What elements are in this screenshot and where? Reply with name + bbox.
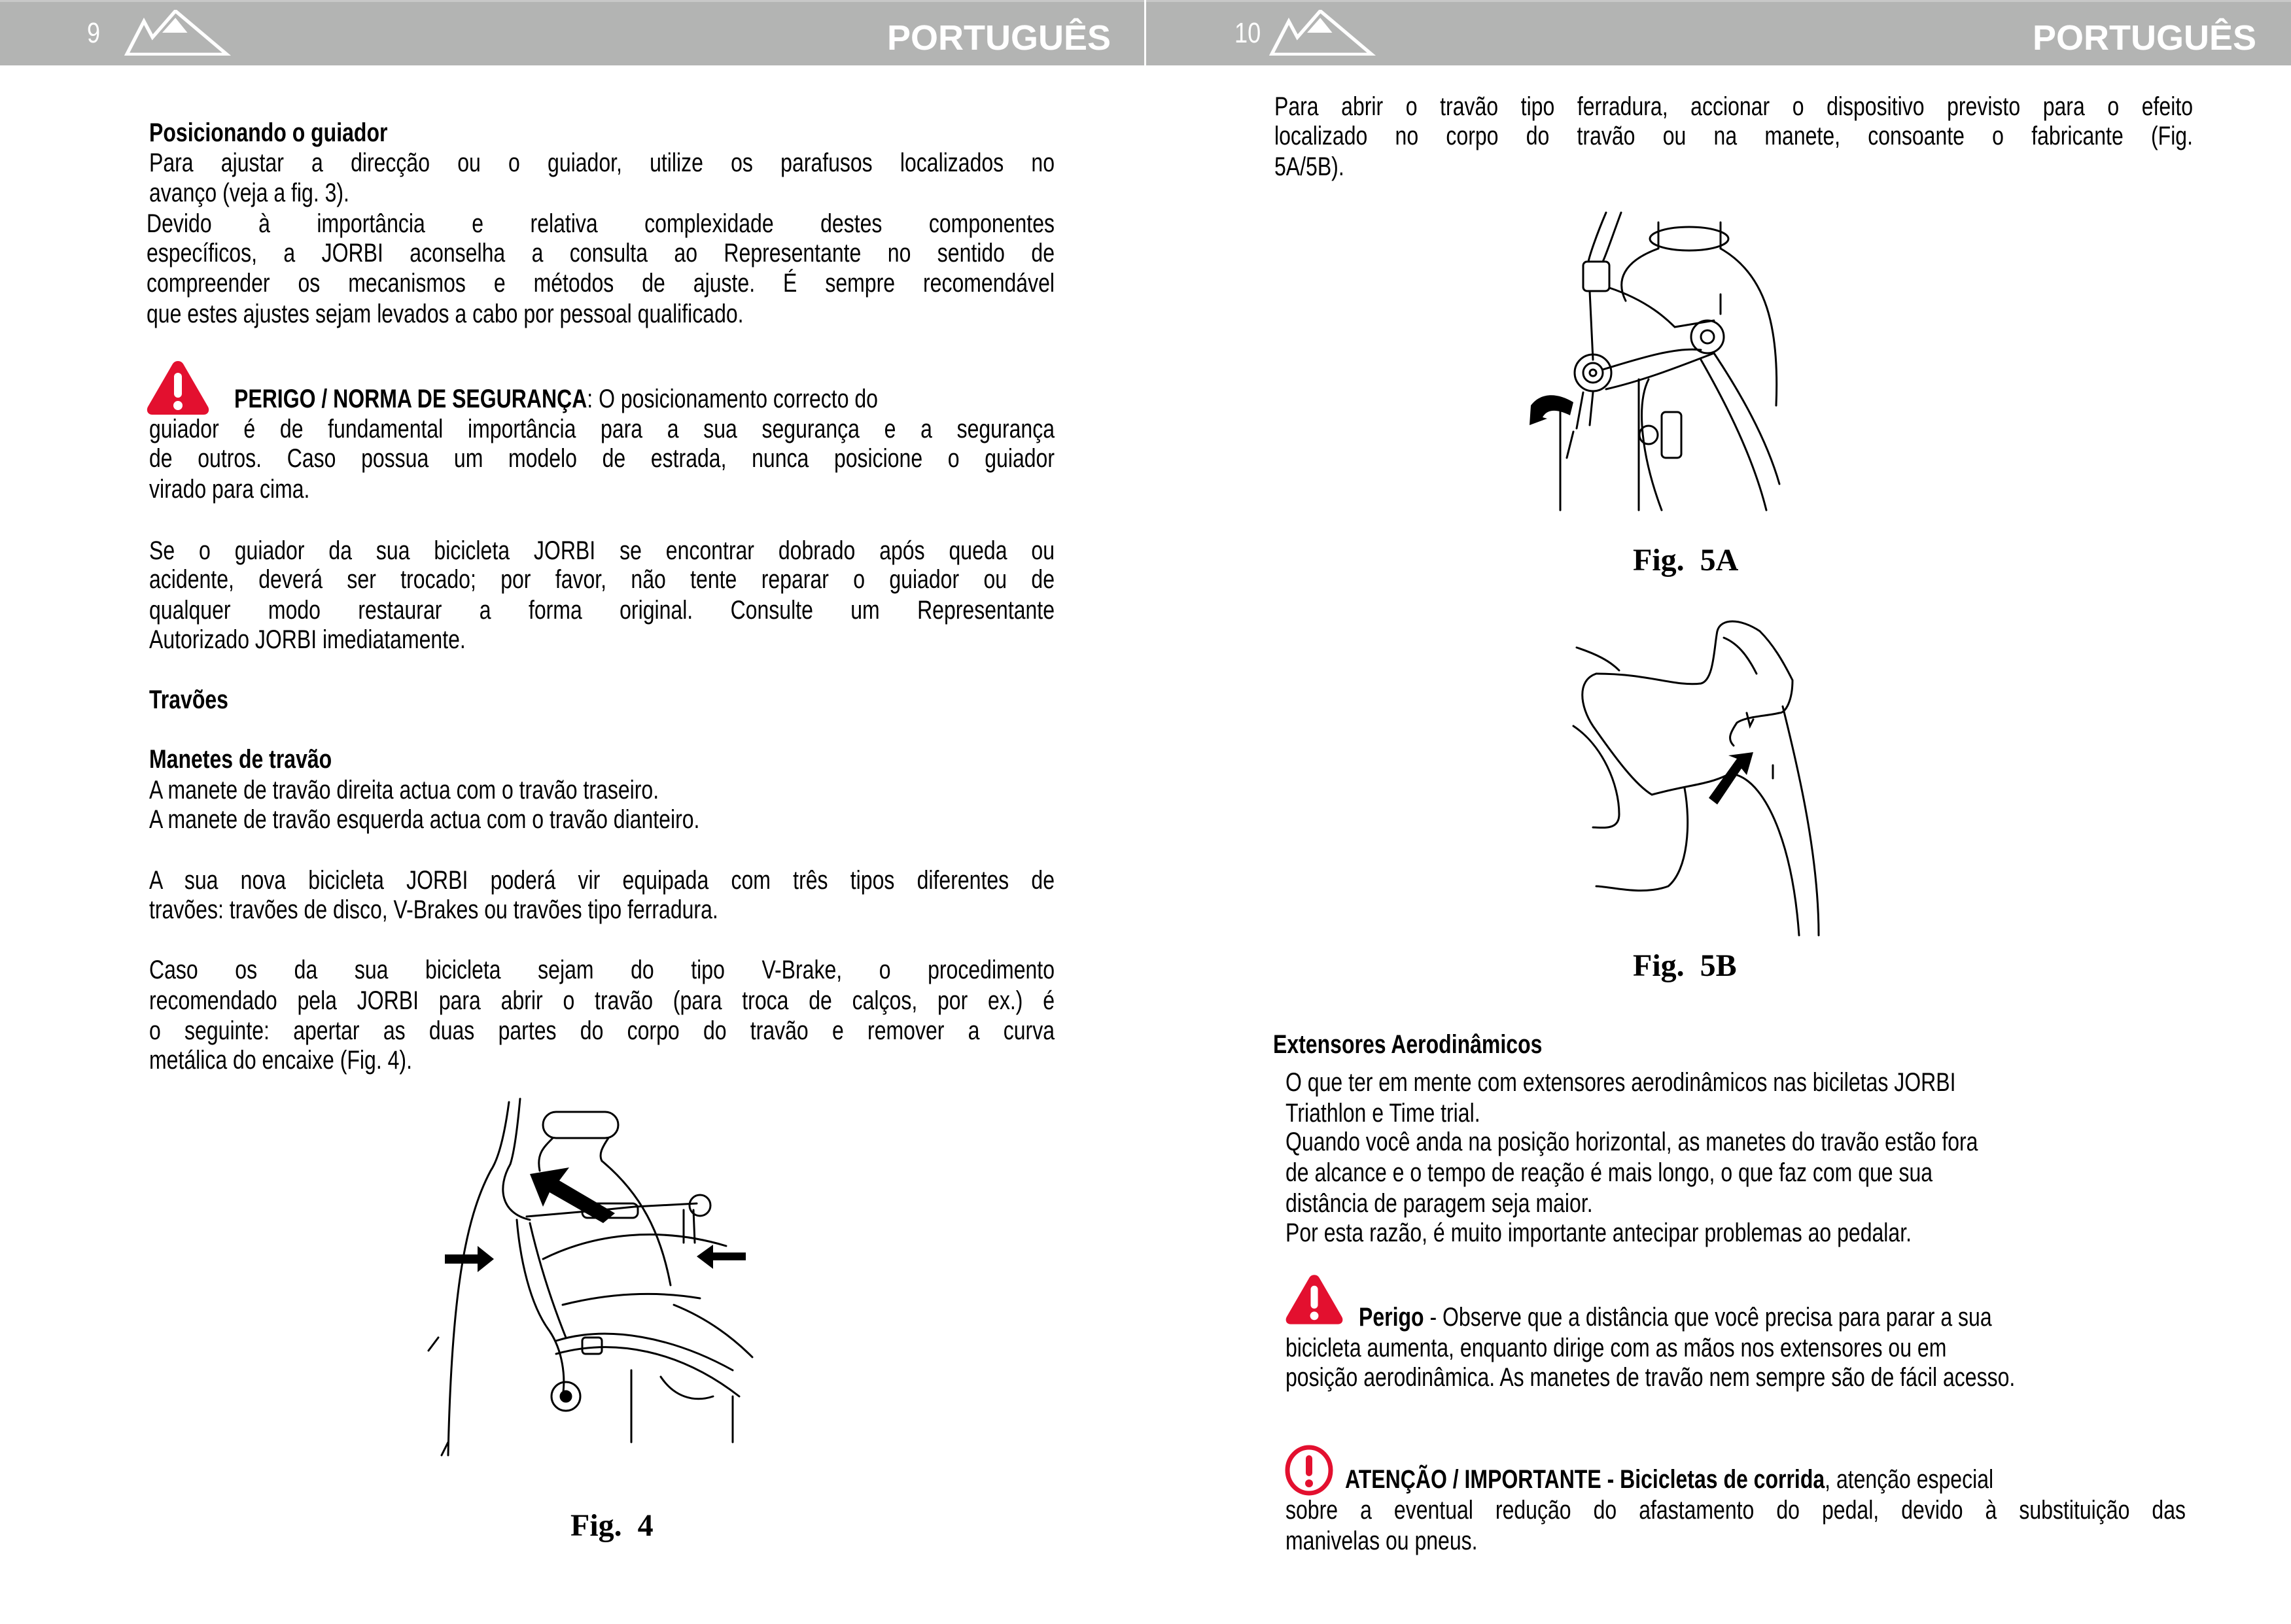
- attention-circle-icon: [1284, 1444, 1334, 1496]
- figure-5a-caliper-brake-illustration: [1505, 209, 1832, 523]
- paragraph-line: Devido à importância e relativa complexidade destes componentes: [147, 209, 1055, 238]
- paragraph-line: guiador é de fundamental importância para a sua segurança e a segurança: [149, 415, 1055, 443]
- paragraph-line: avanço (veja a fig. 3).: [149, 179, 349, 207]
- paragraph-line: posição aerodinâmica. As manetes de travão nem sempre são de fácil acesso.: [1285, 1363, 2016, 1392]
- header-language-label: PORTUGUÊS: [887, 18, 1111, 58]
- paragraph-line: manivelas ou pneus.: [1285, 1527, 1478, 1555]
- paragraph-line: A sua nova bicicleta JORBI poderá vir equipada com três tipos diferentes de: [149, 866, 1055, 895]
- danger-first-line: [234, 384, 878, 414]
- mountain-logo-icon: [1269, 10, 1377, 56]
- paragraph-line: 5A/5B).: [1274, 152, 1344, 181]
- paragraph-line: compreender os mecanismos e métodos de ajuste. É sempre recomendável: [147, 269, 1055, 298]
- header-language-label: PORTUGUÊS: [2033, 18, 2257, 58]
- paragraph-line: travões: travões de disco, V-Brakes ou travões tipo ferradura.: [149, 895, 718, 924]
- danger-text: : O posicionamento correcto do: [587, 385, 878, 413]
- atencao-first-line: [1345, 1464, 1993, 1494]
- section-heading: Manetes de travão: [149, 745, 332, 774]
- paragraph-line: A manete de travão esquerda actua com o travão dianteiro.: [149, 805, 700, 834]
- paragraph-line: de outros. Caso possua um modelo de estrada, nunca posicione o guiador: [149, 444, 1055, 473]
- perigo-first-line: [1359, 1302, 1992, 1332]
- figure-caption: Fig. 5A: [1633, 543, 1739, 578]
- figure-4-v-brake-illustration: [425, 1089, 765, 1488]
- paragraph-line: A manete de travão direita actua com o travão traseiro.: [149, 776, 659, 804]
- paragraph-line: Triathlon e Time trial.: [1285, 1099, 1480, 1128]
- paragraph-line: acidente, deverá ser trocado; por favor, não tente reparar o guiador ou de: [149, 565, 1055, 594]
- paragraph-line: virado para cima.: [149, 475, 310, 504]
- section-heading: Extensores Aerodinâmicos: [1273, 1030, 1543, 1059]
- paragraph-line: qualquer modo restaurar a forma original. Consulte um Representante: [149, 596, 1055, 625]
- paragraph-line: metálica do encaixe (Fig. 4).: [149, 1046, 412, 1075]
- danger-warning-icon: [1284, 1272, 1344, 1326]
- perigo-label: Perigo: [1359, 1303, 1424, 1332]
- paragraph-line: bicicleta aumenta, enquanto dirige com as mãos nos extensores ou em: [1285, 1334, 1947, 1362]
- paragraph-line: de alcance e o tempo de reação é mais longo, o que faz com que sua: [1285, 1158, 1933, 1187]
- page-number: 10: [1234, 17, 1261, 49]
- mountain-logo-icon: [124, 10, 232, 56]
- paragraph-line: Se o guiador da sua bicicleta JORBI se encontrar dobrado após queda ou: [149, 536, 1055, 565]
- atencao-label: ATENÇÃO / IMPORTANTE - Bicicletas de corrida: [1345, 1465, 1825, 1494]
- paragraph-line: o seguinte: apertar as duas partes do corpo do travão e remover a curva: [149, 1016, 1055, 1045]
- paragraph-line: Autorizado JORBI imediatamente.: [149, 625, 466, 654]
- paragraph-line: Quando você anda na posição horizontal, as manetes do travão estão fora: [1285, 1128, 1978, 1156]
- paragraph-line: O que ter em mente com extensores aerodinâmicos nas biciletas JORBI: [1285, 1068, 1956, 1097]
- perigo-text: - Observe que a distância que você precisa para parar a sua: [1424, 1303, 1992, 1332]
- danger-label: PERIGO / NORMA DE SEGURANÇA: [234, 385, 587, 413]
- paragraph-line: distância de paragem seja maior.: [1285, 1189, 1593, 1218]
- paragraph-line: sobre a eventual redução do afastamento do pedal, devido à substituição das: [1285, 1496, 2186, 1525]
- paragraph-line: recomendado pela JORBI para abrir o travão (para troca de calços, por ex.) é: [149, 986, 1055, 1015]
- atencao-text: , atenção especial: [1825, 1465, 1994, 1494]
- paragraph-line: Caso os da sua bicicleta sejam do tipo V-Brake, o procedimento: [149, 956, 1055, 984]
- figure-caption: Fig. 5B: [1633, 948, 1737, 983]
- paragraph-line: específicos, a JORBI aconselha a consulta ao Representante no sentido de: [147, 239, 1055, 268]
- danger-warning-icon: [145, 358, 211, 416]
- paragraph-line: Para abrir o travão tipo ferradura, accionar o dispositivo previsto para o efeito: [1274, 92, 2193, 121]
- figure-5b-brake-lever-illustration: [1557, 608, 1832, 942]
- paragraph-line: localizado no corpo do travão ou na manete, consoante o fabricante (Fig.: [1274, 122, 2193, 150]
- paragraph-line: Por esta razão, é muito importante antecipar problemas ao pedalar.: [1285, 1218, 1912, 1247]
- page-number: 9: [87, 17, 101, 49]
- figure-caption: Fig. 4: [570, 1508, 654, 1543]
- paragraph-line: Para ajustar a direcção ou o guiador, utilize os parafusos localizados no: [149, 148, 1055, 177]
- section-heading: Posicionando o guiador: [149, 118, 388, 147]
- paragraph-line: que estes ajustes sejam levados a cabo por pessoal qualificado.: [147, 300, 744, 328]
- section-heading: Travões: [149, 685, 228, 714]
